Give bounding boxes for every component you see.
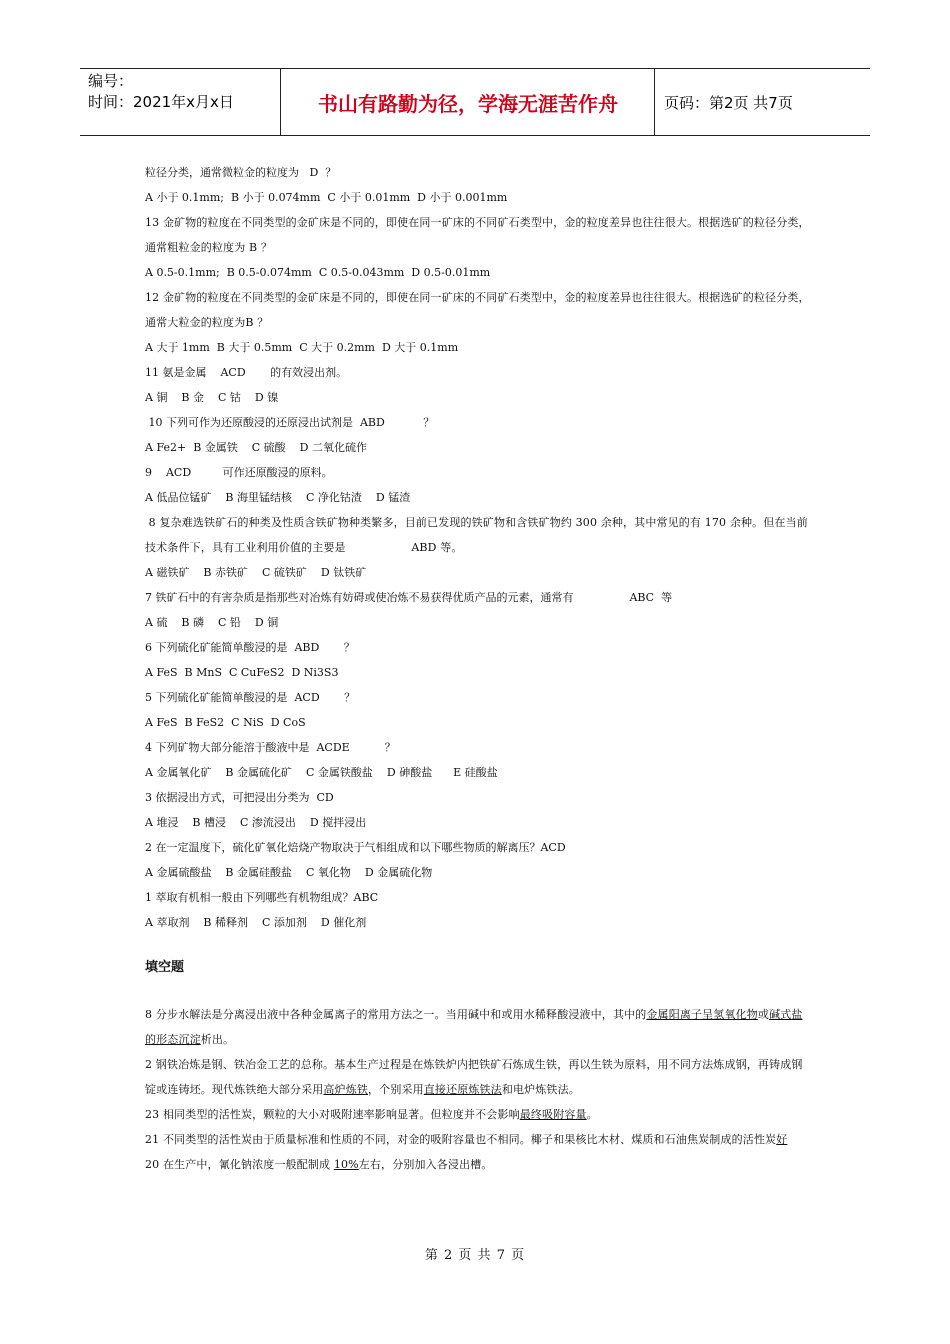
question-options: A 萃取剂 B 稀释剂 C 添加剂 D 催化剂 [145,916,367,929]
header-divider [280,69,281,135]
question-options: A 铜 B 金 C 钴 D 镍 [145,391,279,404]
question-line: 7 铁矿石中的有害杂质是指那些对冶炼有妨碍或使冶炼不易获得优质产品的元素，通常有 ABC 等 [145,591,673,604]
header-divider [654,69,655,135]
fill-text: 23 相同类型的活性炭，颗粒的大小对吸附速率影响显著。但粒度并不会影响 [145,1108,520,1121]
question-options: A 金属硫酸盐 B 金属硅酸盐 C 氧化物 D 金属硫化物 [145,866,433,879]
question-options: A 金属氧化矿 B 金属硫化矿 C 金属铁酸盐 D 砷酸盐 E 硅酸盐 [145,766,498,779]
question-line: 9 ACD 可作还原酸浸的原料。 [145,466,333,479]
question-line: 6 下列硫化矿能简单酸浸的是 ABD ？ [145,641,355,654]
fill-answer: 金属阳离子呈氢氧化物 [646,1008,758,1021]
page-footer: 第 2 页 共 7 页 [424,1248,526,1263]
question-line: 8 复杂难选铁矿石的种类及性质含铁矿物种类繁多，目前已发现的铁矿物和含铁矿物约 300 余种，其中常见的有 170 余种。但在当前技术条件下，具有工业利用价值的主要是 ABD 等。 [145,516,808,554]
question-line: 2 在一定温度下，硫化矿氧化焙烧产物取决于气相组成和以下哪些物质的解离压？ACD [145,841,566,854]
fill-text: 或 [757,1008,770,1021]
question-options: A 大于 1mm B 大于 0.5mm C 大于 0.2mm D 大于 0.1mm [145,341,459,354]
question-options: A FeS B MnS C CuFeS2 D Ni3S3 [145,666,339,679]
fill-item [145,1102,810,1127]
fill-answer: 直接还原炼铁法 [423,1083,502,1096]
question-line: 12 金矿物的粒度在不同类型的金矿床是不同的，即使在同一矿床的不同矿石类型中，金的粒度差异也往往很大。根据选矿的粒径分类，通常大粒金的粒度为B ？ [145,291,810,329]
fill-text: 21 不同类型的活性炭由于质量标准和性质的不同，对金的吸附容量也不相同。椰子和果核比木材、煤质和石油焦炭制成的活性炭 [145,1133,777,1146]
question-line: 3 依据浸出方式，可把浸出分类为 CD [145,791,334,804]
question-options: A 0.5-0.1mm; B 0.5-0.074mm C 0.5-0.043mm D 0.5-0.01mm [145,266,491,279]
fill-item [145,1152,810,1177]
document-body [145,160,810,1177]
header-code: 编号： [88,72,134,90]
fill-text: 20 在生产中，氰化钠浓度一般配制成 [145,1158,334,1171]
fill-text: 2 钢铁冶炼是钢、铁冶金工艺的总称。基本生产过程是在炼铁炉内把铁矿石炼成生铁，再以生铁为原料，用不同方法炼成钢，再铸成钢锭或连铸坯。现代炼铁绝大部分采用 [145,1058,803,1096]
question-line: 11 氨是金属 ACD 的有效浸出剂。 [145,366,348,379]
header-page-number: 页码：第2页 共7页 [664,93,793,112]
fill-answer: 碱式盐的形态沉淀 [145,1008,803,1046]
fill-text: 8 分步水解法是分离浸出液中各种金属离子的常用方法之一。当用碱中和或用水稀释酸浸液中，其中的 [145,1008,647,1021]
question-options: A FeS B FeS2 C NiS D CoS [145,716,306,729]
page-header [80,68,870,136]
fill-item [145,1052,810,1102]
question-options: A Fe2+ B 金属铁 C 硫酸 D 二氧化硫作 [145,441,367,454]
question-line: 1 萃取有机相一般由下列哪些有机物组成？ABC [145,891,379,904]
question-options: A 堆浸 B 槽浸 C 渗流浸出 D 搅拌浸出 [145,816,367,829]
fill-item [145,1002,810,1052]
fill-answer: 10% [333,1158,359,1171]
question-options: A 小于 0.1mm; B 小于 0.074mm C 小于 0.01mm D 小于 0.001mm [145,191,508,204]
question-line: 粒径分类，通常微粒金的粒度为 D ？ [145,166,337,179]
fill-item [145,1127,810,1152]
fill-text: 左右，分别加入各浸出槽。 [358,1158,493,1171]
fill-text: 。 [586,1108,598,1121]
question-options: A 磁铁矿 B 赤铁矿 C 硫铁矿 D 钛铁矿 [145,566,367,579]
question-line: 10 下列可作为还原酸浸的还原浸出试剂是 ABD ？ [145,416,435,429]
fill-text: 和电炉炼铁法。 [501,1083,580,1096]
question-line: 13 金矿物的粒度在不同类型的金矿床是不同的，即使在同一矿床的不同矿石类型中，金的粒度差异也往往很大。根据选矿的粒径分类，通常粗粒金的粒度为 B ？ [145,216,810,254]
header-time: 时间：2021年x月x日 [88,93,234,111]
question-line: 5 下列硫化矿能简单酸浸的是 ACD ？ [145,691,356,704]
question-options: A 硫 B 磷 C 铅 D 铜 [145,616,279,629]
fill-text: ，个别采用 [368,1083,424,1096]
question-options: A 低品位锰矿 B 海里锰结核 C 净化钴渣 D 锰渣 [145,491,411,504]
header-motto: 书山有路勤为径，学海无涯苦作舟 [318,91,618,116]
question-line: 4 下列矿物大部分能溶于酸液中是 ACDE ？ [145,741,396,754]
header-meta [88,71,278,113]
section-title: 填空题 [145,960,185,975]
fill-answer: 好 [776,1133,788,1146]
fill-text: 析出。 [200,1033,235,1046]
fill-answer: 最终吸附容量 [519,1108,587,1121]
fill-answer: 高炉炼铁 [323,1083,369,1096]
